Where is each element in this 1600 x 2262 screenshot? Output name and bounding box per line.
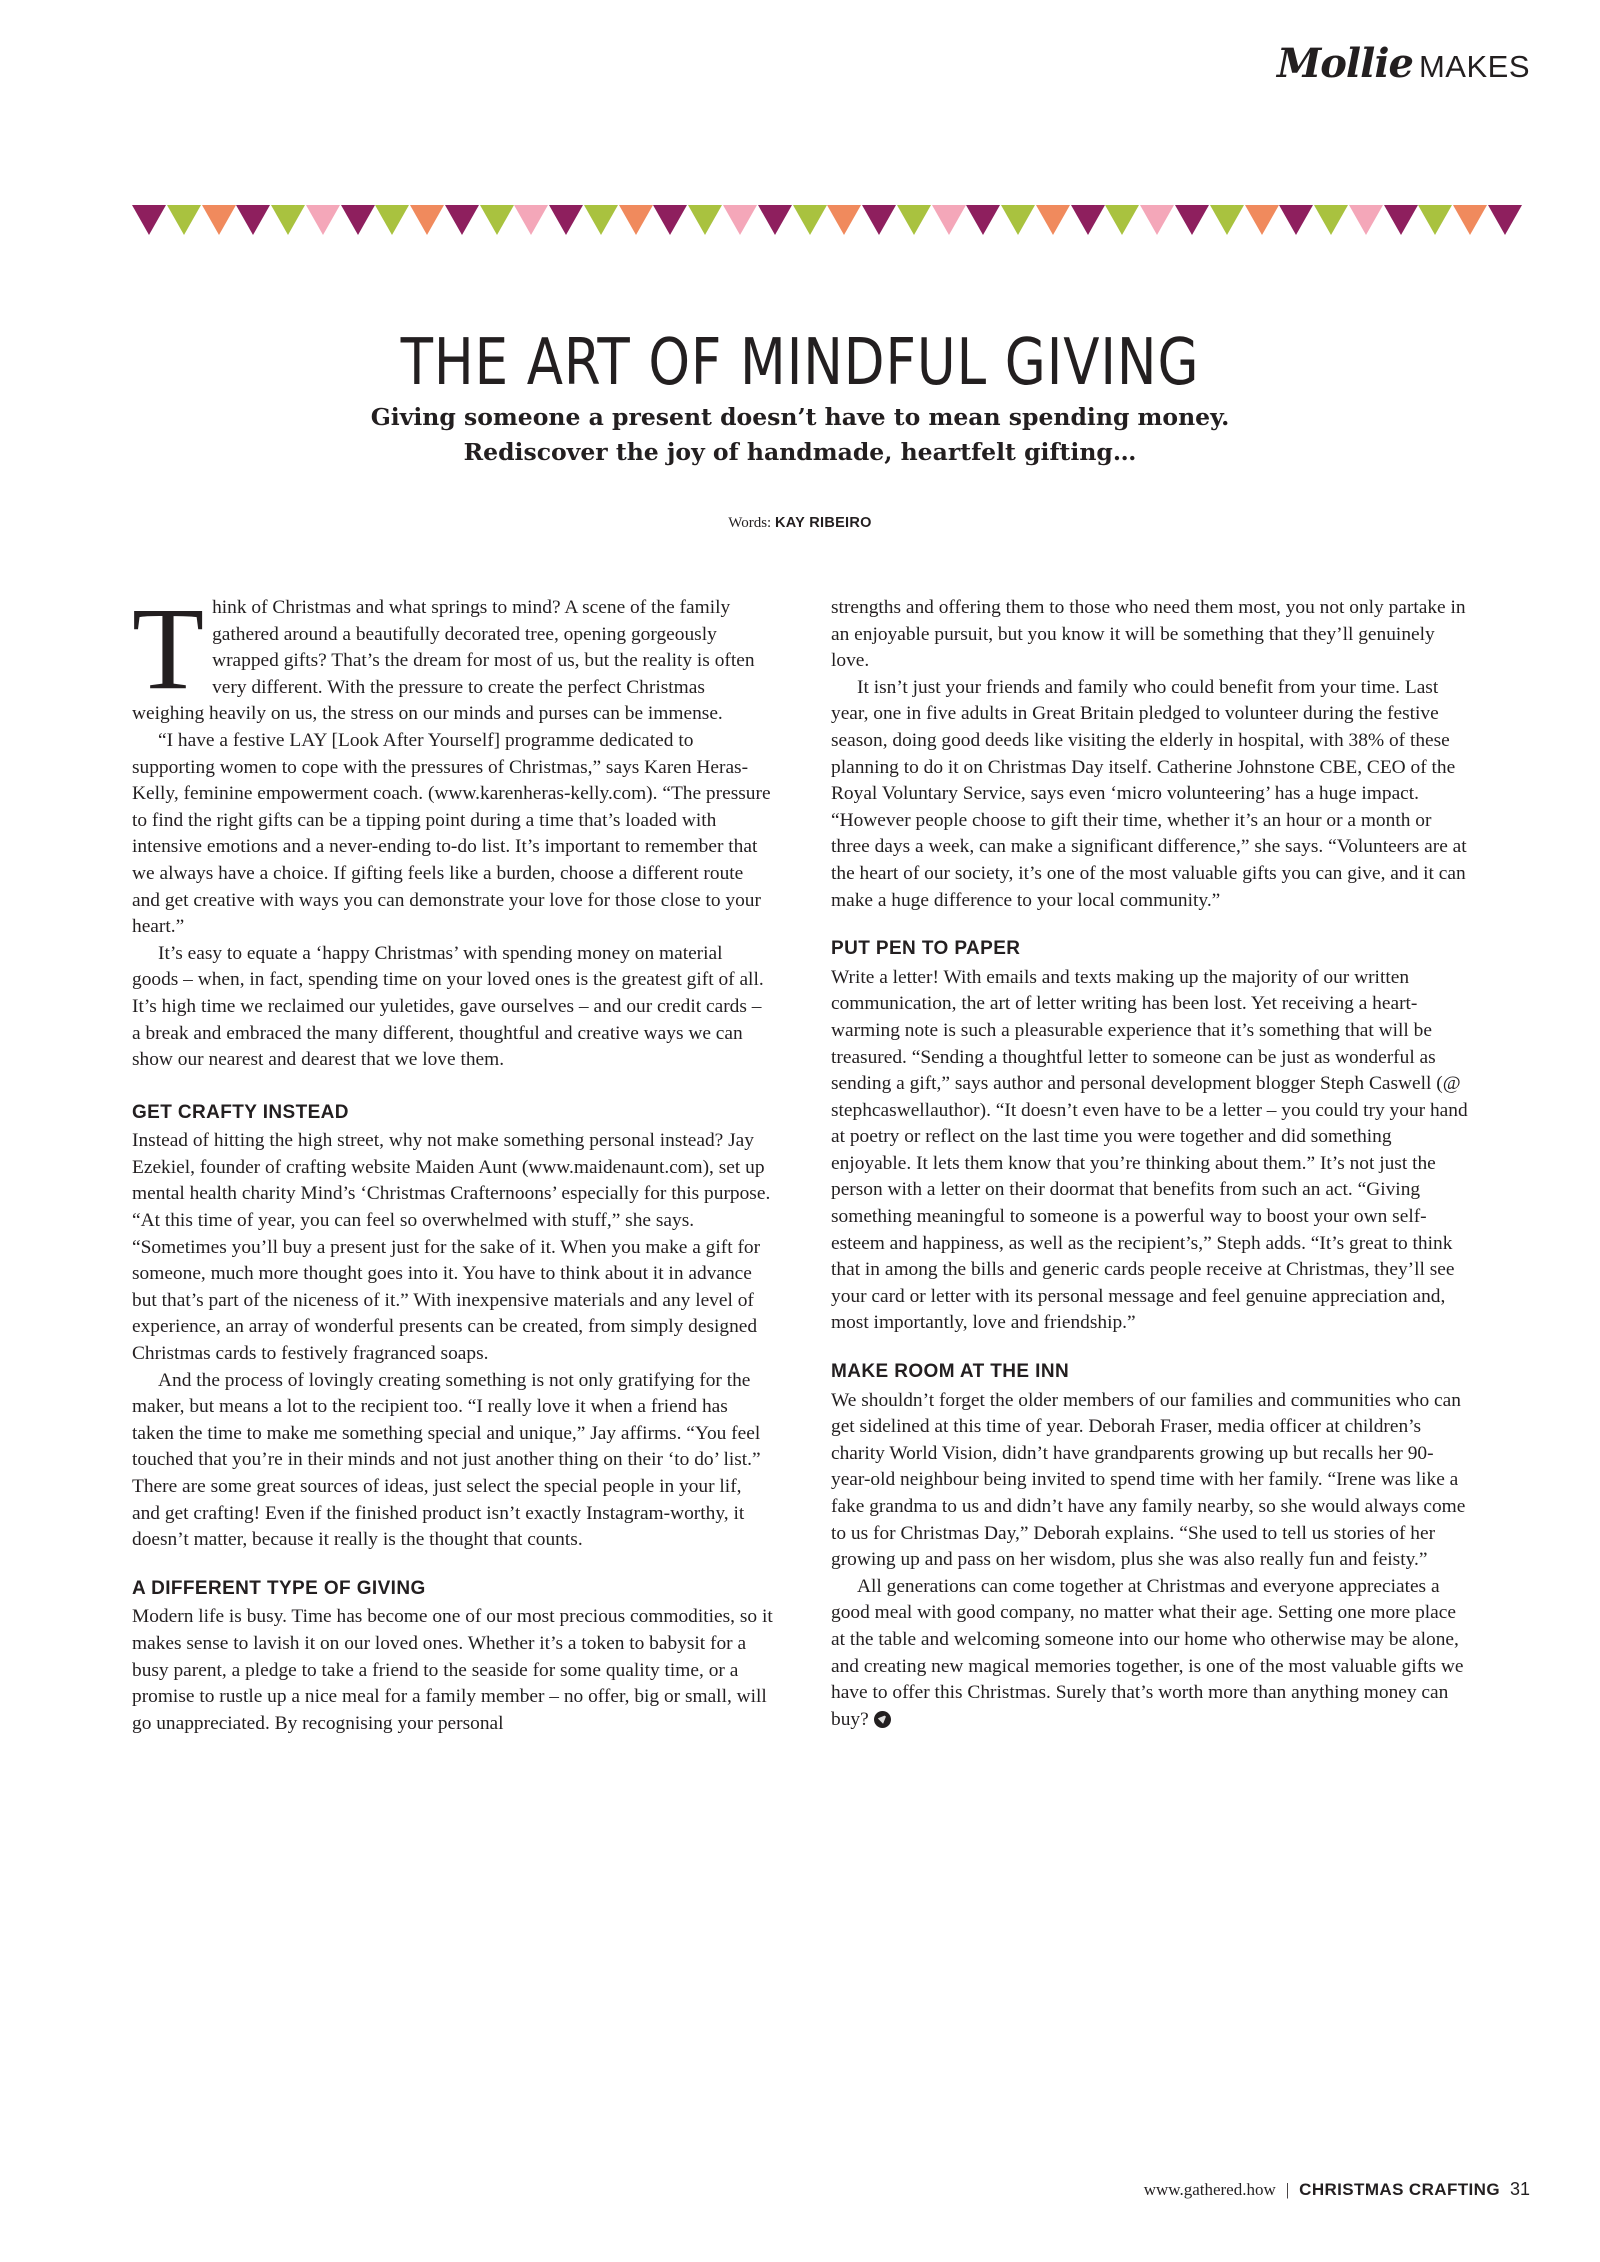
paragraph: And the process of lovingly creating something is not only gratifying for the maker, but means a lot to the recipient too. “I really love it when a friend has taken the time to make me something special and unique,” Jay affirms. “You feel touched that you’re in their minds and not just another thing on their ‘to do’ list.” There are some great sources of ideas, just select the special people in your lif, and get crafting! Even if the finished product isn’t exactly Instagram-worthy, it doesn’t matter, because it really is the thought that counts. [132, 1369, 761, 1551]
paragraph: It’s easy to equate a ‘happy Christmas’ with spending money on material goods – when, in fact, spending time on your loved ones is the greatest gift of all. It’s high time we reclaimed our yuletides, gave ourselves – and our credit cards – a break and embraced the many different, thoughtful and creative ways we can show our nearest and dearest that we love them. [132, 942, 764, 1071]
paragraph-text: hink of Christmas and what springs to mind? A scene of the family gathered around a beautifully decorated tree, opening gorgeously wrapped gifts? That’s the dream for most of us, but the reality is often very different. With the pressure to create the perfect Christmas weighing heavily on us, the stress on our minds and purses can be immense. [132, 597, 755, 725]
bunting-triangle [827, 205, 861, 235]
bunting-triangle [480, 205, 514, 235]
section-heading-get-crafty-instead: GET CRAFTY INSTEAD [132, 1101, 349, 1123]
bunting-triangle [619, 205, 653, 235]
bunting-triangle [549, 205, 583, 235]
bunting-triangle [514, 205, 548, 235]
standfirst-line-1: Giving someone a present doesn’t have to mean spending money. [370, 403, 1230, 431]
bunting-triangle [1175, 205, 1209, 235]
article-body [132, 583, 1472, 1737]
standfirst-line-2: Rediscover the joy of handmade, heartfelt gifting… [463, 438, 1137, 466]
bunting-triangle [1245, 205, 1279, 235]
bunting-triangle [1384, 205, 1418, 235]
masthead-brand: Mollie [1276, 40, 1413, 87]
bunting-triangle [445, 205, 479, 235]
section-heading-make-room-at-the-inn: MAKE ROOM AT THE INN [831, 1361, 1070, 1383]
bunting-triangle [758, 205, 792, 235]
byline [0, 515, 1600, 532]
end-mark-icon [874, 1711, 891, 1728]
bunting-triangle [653, 205, 687, 235]
bunting-triangle [1036, 205, 1070, 235]
paragraph [132, 583, 773, 728]
paragraph: “I have a festive LAY [Look After Yourself] programme dedicated to supporting women to cope with the pressures of Christmas,” says Karen Heras-Kelly, feminine empowerment coach. (www.karenheras-kelly.com). “The pressure to find the right gifts can be a tipping point during a time that’s loaded with intensive emotions and a never-ending to-do list. It’s important to remember that we always have a choice. If gifting feels like a burden, choose a different route and get creative with ways you can demonstrate your love for those close to your heart.” [132, 729, 771, 938]
paragraph: It isn’t just your friends and family who could benefit from your time. Last year, one in five adults in Great Britain pledged to volunteer during the festive season, doing good deeds like visiting the elderly in hospital, with 38% of these planning to do it on Christmas Day itself. Catherine Johnstone CBE, CEO of the Royal Voluntary Service, says even ‘micro volunteering’ has a huge impact. “However people choose to gift their time, whether it’s an hour or a month or three days a week, can make a significant difference,” she says. “Volunteers are at the heart of our society, it’s one of the most valuable gifts you can give, and it can make a huge difference to your local community.” [831, 676, 1467, 911]
page-number: 31 [1509, 2179, 1530, 2199]
bunting-triangle [1349, 205, 1383, 235]
bunting-decoration [132, 205, 1522, 239]
bunting-triangle [167, 205, 201, 235]
bunting-triangle [1001, 205, 1035, 235]
footer-separator: | [1285, 2180, 1290, 2199]
paragraph: Instead of hitting the high street, why not make something personal instead? Jay Ezekiel, founder of crafting website Maiden Aunt (www.maidenaunt.com), set up mental health charity Mind’s ‘Christmas Crafternoons’ especially for this purpose. “At this time of year, you can feel so overwhelmed with stuff,” she says. “Sometimes you’ll buy a present just for the sake of it. When you make a gift for someone, much more thought goes into it. You have to think about it in advance but that’s part of the niceness of it.” With inexpensive materials and any level of experience, an array of wonderful presents can be created, from simply designed Christmas cards to festively fragranced soaps. [132, 1130, 771, 1365]
bunting-triangle [897, 205, 931, 235]
bunting-triangle [1105, 205, 1139, 235]
bunting-triangle [862, 205, 896, 235]
bunting-triangle [723, 205, 757, 235]
bunting-triangle [1071, 205, 1105, 235]
paragraph: Modern life is busy. Time has become one of our most precious commodities, so it makes sense to lavish it on our loved ones. Whether it’s a token to babysit for a busy parent, a pledge to take a friend to the seaside for some quality time, or a promise to rustle up a nice meal for a family member – no offer, big or small, will go unappreciated. By recognising your personal [132, 1606, 773, 1734]
bunting-triangle [1210, 205, 1244, 235]
bunting-triangle [306, 205, 340, 235]
bunting-triangle [132, 205, 166, 235]
bunting-triangle [410, 205, 444, 235]
byline-label: Words: [728, 515, 772, 531]
bunting-triangle [1488, 205, 1522, 235]
byline-author: KAY RIBEIRO [774, 515, 872, 531]
bunting-triangle [1279, 205, 1313, 235]
drop-cap: T [132, 583, 205, 714]
magazine-masthead [1277, 40, 1530, 87]
bunting-triangle [1140, 205, 1174, 235]
bunting-triangle [966, 205, 1000, 235]
section-heading-a-different-type-of-giving: A DIFFERENT TYPE OF GIVING [132, 1577, 426, 1599]
paragraph: We shouldn’t forget the older members of our families and communities who can get sidelined at this time of year. Deborah Fraser, media officer at children’s charity World Vision, didn’t have grandparents growing up but recalls her 90-year-old neighbour being invited to spend time with her family. “Irene was like a fake grandma to us and didn’t have any family nearby, so she would always come to us for Christmas Day,” Deborah explains. “She used to tell us stories of her growing up and pass on her wisdom, plus she was also really fun and feisty.” [831, 1389, 1466, 1571]
paragraph-text: All generations can come together at Christmas and everyone appreciates a good meal with good company, no matter what their age. Setting one more place at the table and welcoming someone into our home who otherwise may be alone, and creating new magical memories together, is one of the most valuable gifts we have to offer this Christmas. Surely that’s worth more than anything money can buy? [831, 1575, 1464, 1730]
bunting-triangle [932, 205, 966, 235]
bunting-triangle [1418, 205, 1452, 235]
bunting-triangle [236, 205, 270, 235]
page-footer [1144, 2179, 1530, 2200]
footer-section-label: CHRISTMAS CRAFTING [1299, 2180, 1500, 2199]
bunting-triangle [341, 205, 375, 235]
paragraph: Write a letter! With emails and texts making up the majority of our written communication, the art of letter writing has been lost. Yet receiving a heart-warming note is such a pleasurable experience that it’s something that will be treasured. “Sending a thoughtful letter to someone can be just as wonderful as sending a gift,” says author and personal development blogger Steph Caswell (@ stephcaswellauthor). “It doesn’t even have to be a letter – you could try your hand at poetry or reflect on the last time you were together and did something enjoyable. It lets them know that you’re thinking about them.” It’s not just the person with a letter on their doormat that benefits from such an act. “Giving something meaningful to someone is a powerful way to boost your own self-esteem and happiness, as well as the recipient’s,” Steph adds. “It’s great to think that in among the bills and generic cards people receive at Christmas, they’ll see your card or letter with its personal message and feel genuine appreciation and, most importantly, love and friendship.” [831, 966, 1468, 1334]
paragraph: strengths and offering them to those who need them most, you not only partake in an enjoyable pursuit, but you know it will be something that they’ll genuinely love. [831, 597, 1466, 672]
standfirst [0, 400, 1600, 470]
bunting-triangle [584, 205, 618, 235]
bunting-triangle [688, 205, 722, 235]
footer-url: www.gathered.how [1143, 2180, 1276, 2199]
bunting-triangle [793, 205, 827, 235]
left-column [132, 583, 773, 1737]
paragraph [831, 1574, 1472, 1734]
bunting-triangle [1314, 205, 1348, 235]
masthead-suffix: MAKES [1418, 49, 1530, 84]
bunting-triangle [1453, 205, 1487, 235]
bunting-triangle [271, 205, 305, 235]
bunting-triangle [202, 205, 236, 235]
section-heading-put-pen-to-paper: PUT PEN TO PAPER [831, 938, 1021, 960]
bunting-triangle [375, 205, 409, 235]
right-column [831, 595, 1472, 1737]
page-title: THE ART OF MINDFUL GIVING [400, 325, 1200, 400]
